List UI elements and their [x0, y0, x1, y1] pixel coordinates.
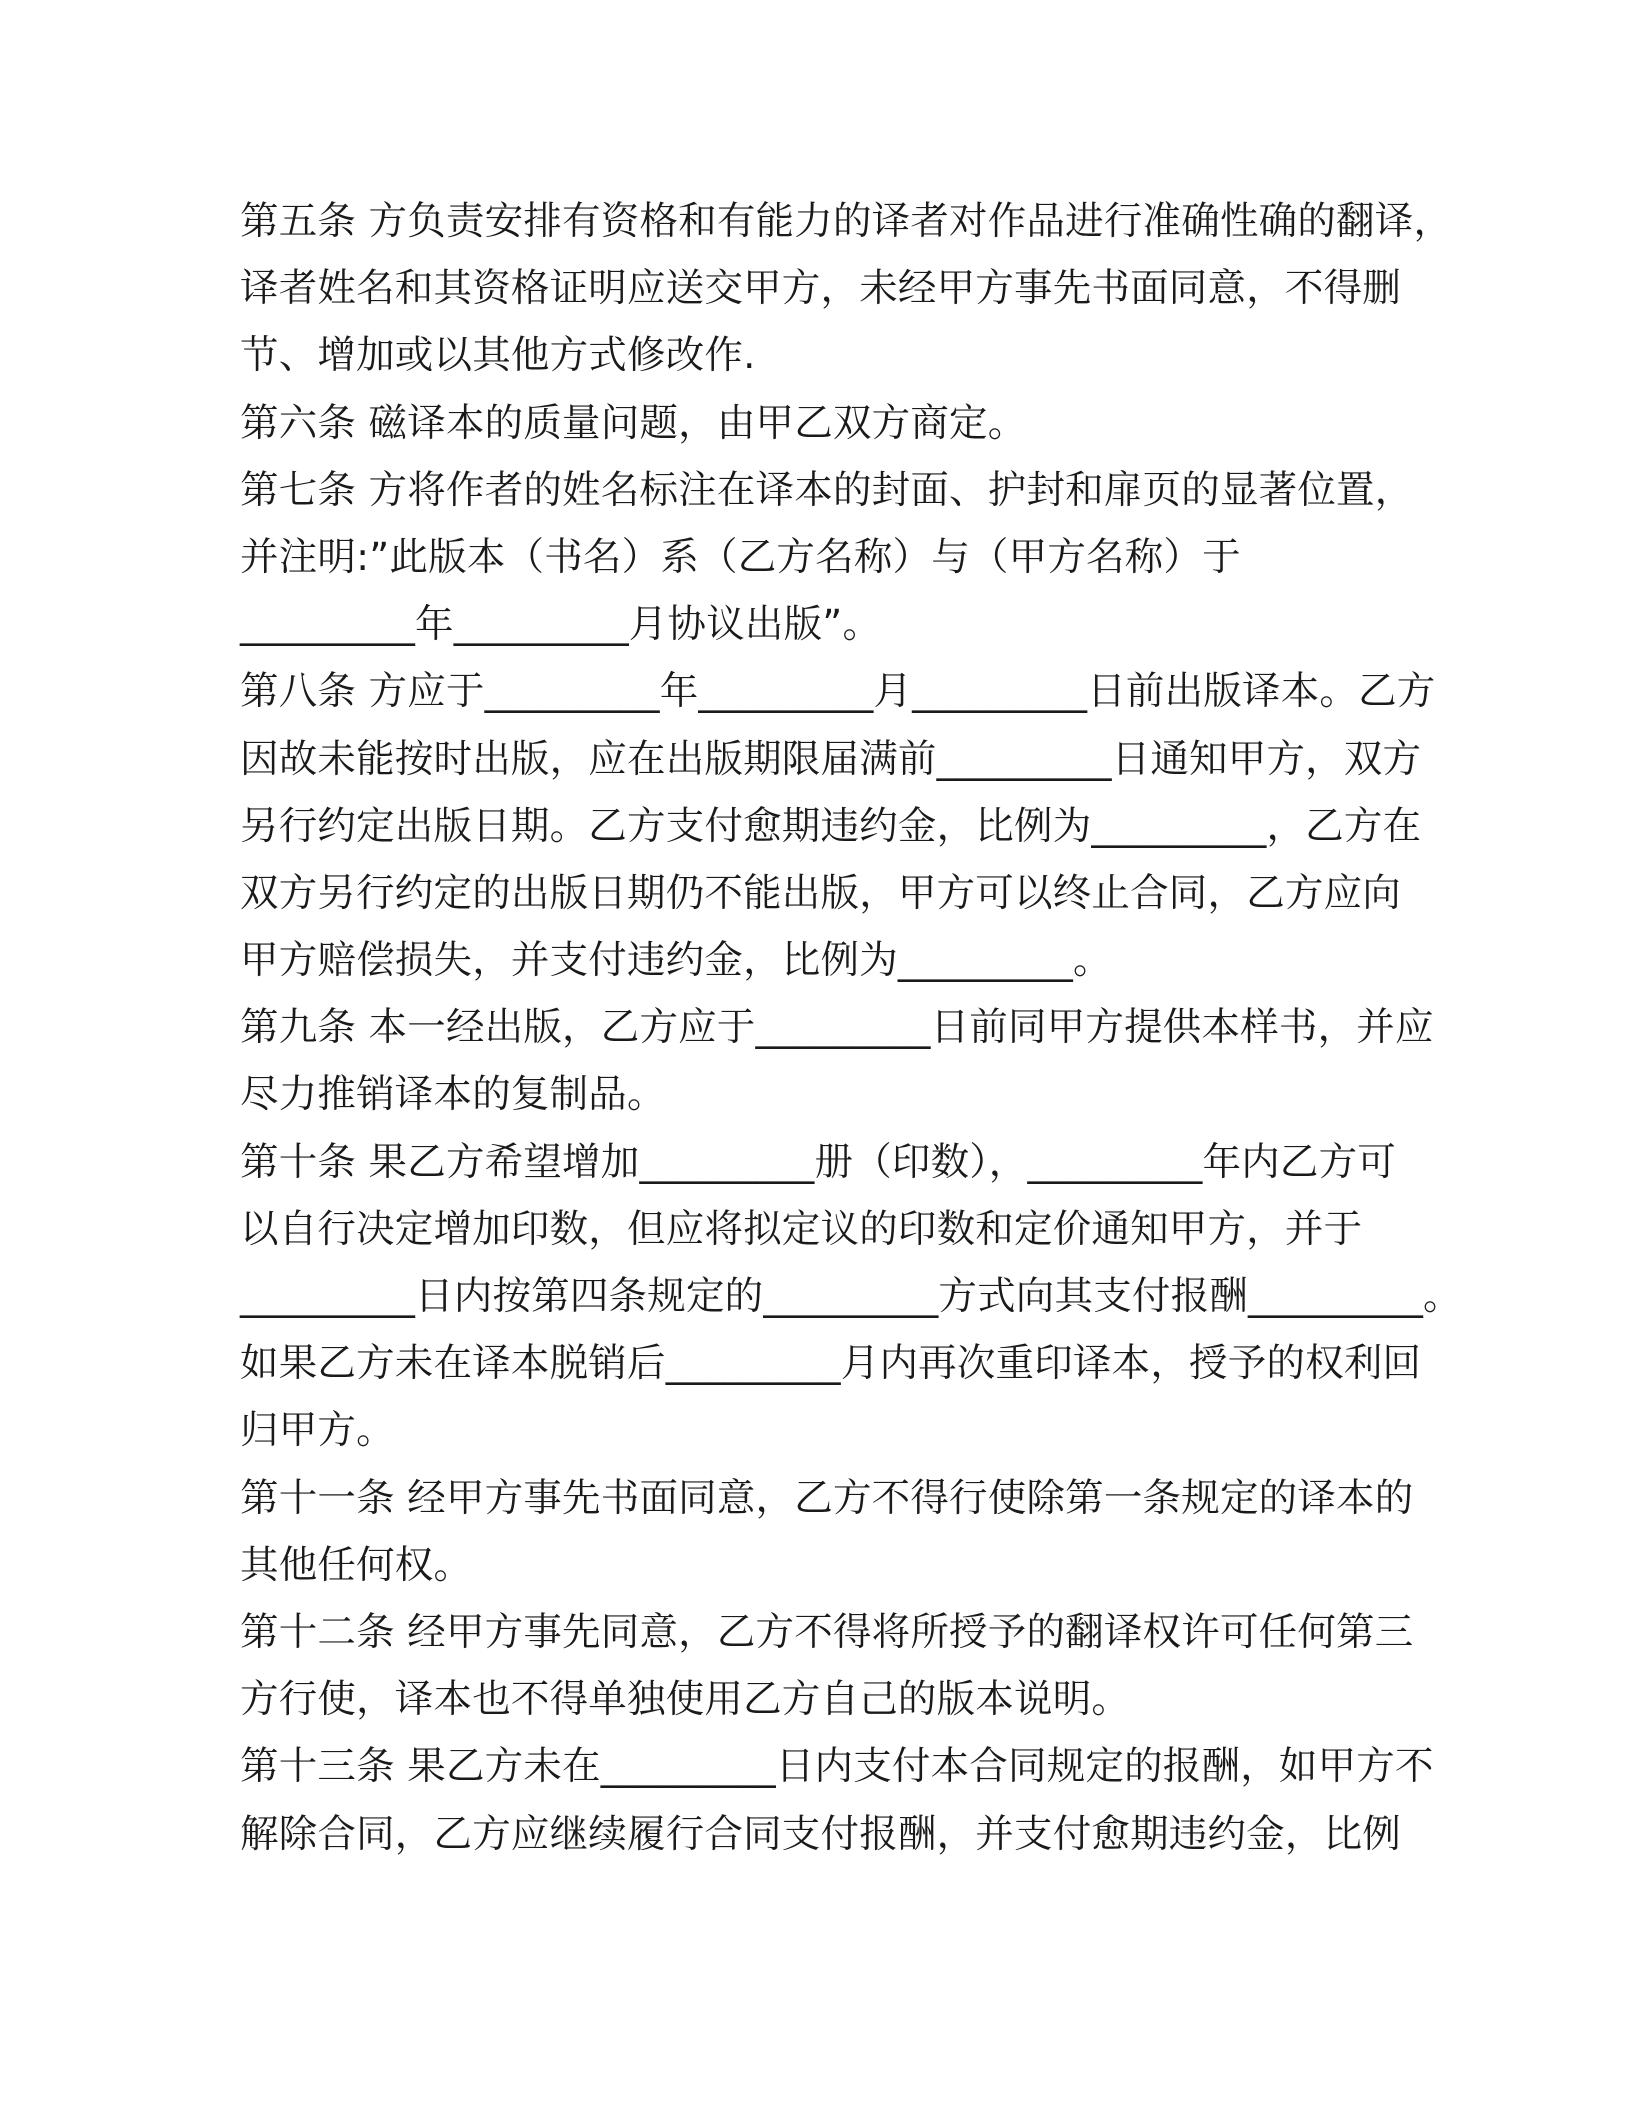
text-line: 第十三条 果乙方未在_________日内支付本合同规定的报酬，如甲方不 — [240, 1744, 1434, 1790]
text-line: 第十二条 经甲方事先同意，乙方不得将所授予的翻译权许可任何第三 — [240, 1609, 1414, 1655]
text-line: 尽力推销译本的复制品。 — [240, 1072, 666, 1118]
text-line: 方行使，译本也不得单独使用乙方自己的版本说明。 — [240, 1677, 1131, 1723]
text-line: 甲方赔偿损失，并支付违约金，比例为_________。 — [240, 938, 1112, 984]
text-line: 译者姓名和其资格证明应送交甲方，未经甲方事先书面同意，不得删 — [240, 266, 1402, 312]
text-line: 以自行决定增加印数，但应将拟定议的印数和定价通知甲方，并于 — [240, 1206, 1363, 1252]
text-line: 第八条 方应于_________年_________月_________日前出版译本。乙方 — [240, 669, 1436, 715]
text-line: _________年_________月协议出版”。 — [240, 602, 882, 648]
text-line: 因故未能按时出版，应在出版期限届满前_________日通知甲方，双方 — [240, 736, 1422, 782]
text-line: 节、增加或以其他方式修改作. — [240, 333, 756, 379]
text-line: 如果乙方未在译本脱销后_________月内再次重印译本，授予的权利回 — [240, 1341, 1422, 1387]
text-line: 第六条 磁译本的质量问题，由甲乙双方商定。 — [240, 400, 1027, 446]
text-line: 第十条 果乙方希望增加_________册（印数），_________年内乙方可 — [240, 1139, 1396, 1185]
text-line: 解除合同，乙方应继续履行合同支付报酬，并支付愈期违约金，比例 — [240, 1811, 1402, 1857]
text-line: 第七条 方将作者的姓名标注在译本的封面、护封和扉页的显著位置， — [240, 467, 1414, 513]
text-line: 另行约定出版日期。乙方支付愈期违约金，比例为_________，乙方在 — [240, 803, 1422, 849]
text-line: 其他任何权。 — [240, 1542, 473, 1588]
text-line: 归甲方。 — [240, 1408, 395, 1454]
contract-text — [240, 188, 1462, 1868]
text-line: _________日内按第四条规定的_________方式向其支付报酬_________。 — [240, 1274, 1462, 1319]
text-line: 双方另行约定的出版日期仍不能出版，甲方可以终止合同，乙方应向 — [240, 870, 1402, 916]
text-line: 并注明:”此版本（书名）系（乙方名称）与（甲方名称）于 — [240, 534, 1241, 580]
text-line: 第九条 本一经出版，乙方应于_________日前同甲方提供本样书，并应 — [240, 1005, 1434, 1051]
text-line: 第十一条 经甲方事先书面同意，乙方不得行使除第一条规定的译本的 — [240, 1475, 1414, 1521]
text-line: 第五条 方负责安排有资格和有能力的译者对作品进行准确性确的翻译， — [240, 199, 1453, 244]
